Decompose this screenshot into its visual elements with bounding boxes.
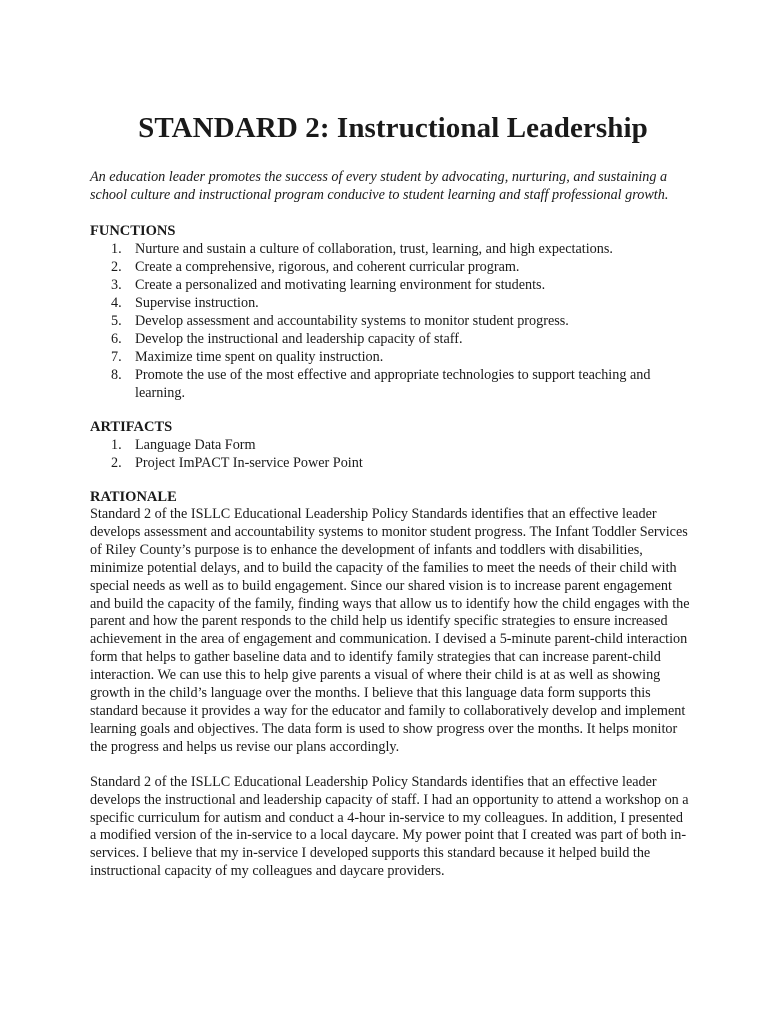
artifacts-list xyxy=(90,436,690,472)
item-text: Nurture and sustain a culture of collaboration, trust, learning, and high expectations. xyxy=(135,241,613,257)
functions-heading: FUNCTIONS xyxy=(90,223,176,239)
item-number: 1. xyxy=(111,437,122,453)
item-number: 8. xyxy=(111,367,122,383)
rationale-paragraph: Standard 2 of the ISLLC Educational Leadership Policy Standards identifies that an effective leader develops assessment and accountability systems to monitor student progress. The Infant Toddler Services of Riley County’s purpose is to enhance the development of infants and toddlers with disabilities, minimize potential delays, and to build the capacity of the families to meet the needs of their child with special needs as well as to build engagement. Since our shared vision is to increase parent engagement and build the capacity of the family, finding ways that allow us to identify how the child engages with the parent and how the parent responds to the child help us identify specific strategies to ensure increased achievement in the area of engagement and communication. I devised a 5-minute parent-child interaction form that helps to gather baseline data and to identify family strategies that can increase parent-child interaction. We can use this to help give parents a visual of where their child is at as well as showing growth in the child’s language over the months. I believe that this language data form supports this standard because it provides a way for the educator and family to collaboratively develop and implement learning goals and objectives. The data form is used to show progress over the months. It helps monitor the progress and helps us revise our plans accordingly. xyxy=(90,506,690,755)
item-text: Create a personalized and motivating learning environment for students. xyxy=(135,277,546,293)
list-item xyxy=(90,366,690,402)
list-item xyxy=(90,330,690,348)
rationale-heading: RATIONALE xyxy=(90,489,177,505)
item-text: Develop the instructional and leadership capacity of staff. xyxy=(135,331,463,347)
list-item xyxy=(90,294,690,312)
item-text: Maximize time spent on quality instruction. xyxy=(135,349,384,365)
list-item xyxy=(90,312,690,330)
item-number: 7. xyxy=(111,349,122,365)
item-number: 4. xyxy=(111,295,122,311)
item-number: 2. xyxy=(111,455,122,471)
item-text: Language Data Form xyxy=(135,437,256,453)
item-text: Supervise instruction. xyxy=(135,295,259,311)
item-number: 5. xyxy=(111,313,122,329)
artifacts-heading: ARTIFACTS xyxy=(90,419,173,435)
list-item xyxy=(90,436,690,454)
list-item xyxy=(90,240,690,258)
list-item xyxy=(90,276,690,294)
item-text: Promote the use of the most effective and appropriate technologies to support teaching and learning. xyxy=(135,367,651,401)
item-number: 3. xyxy=(111,277,122,293)
item-text: Project ImPACT In-service Power Point xyxy=(135,455,363,471)
item-text: Create a comprehensive, rigorous, and coherent curricular program. xyxy=(135,259,520,275)
item-number: 2. xyxy=(111,259,122,275)
document-page xyxy=(90,108,690,898)
list-item xyxy=(90,258,690,276)
item-text: Develop assessment and accountability systems to monitor student progress. xyxy=(135,313,569,329)
standard-intro: An education leader promotes the success of every student by advocating, nurturing, and sustaining a school culture and instructional program conducive to student learning and staff professional growth. xyxy=(90,169,669,203)
list-item xyxy=(90,348,690,366)
item-number: 6. xyxy=(111,331,122,347)
functions-list xyxy=(90,240,690,402)
list-item xyxy=(90,454,690,472)
rationale-paragraph: Standard 2 of the ISLLC Educational Leadership Policy Standards identifies that an effective leader develops the instructional and leadership capacity of staff. I had an opportunity to attend a workshop on a specific curriculum for autism and conduct a 4-hour in-service to my colleagues. In addition, I presented a modified version of the in-service to a local daycare. My power point that I created was part of both in-services. I believe that my in-service I developed supports this standard because it helped build the instructional capacity of my colleagues and daycare providers. xyxy=(90,773,689,880)
item-number: 1. xyxy=(111,241,122,257)
page-title: STANDARD 2: Instructional Leadership xyxy=(138,112,648,144)
